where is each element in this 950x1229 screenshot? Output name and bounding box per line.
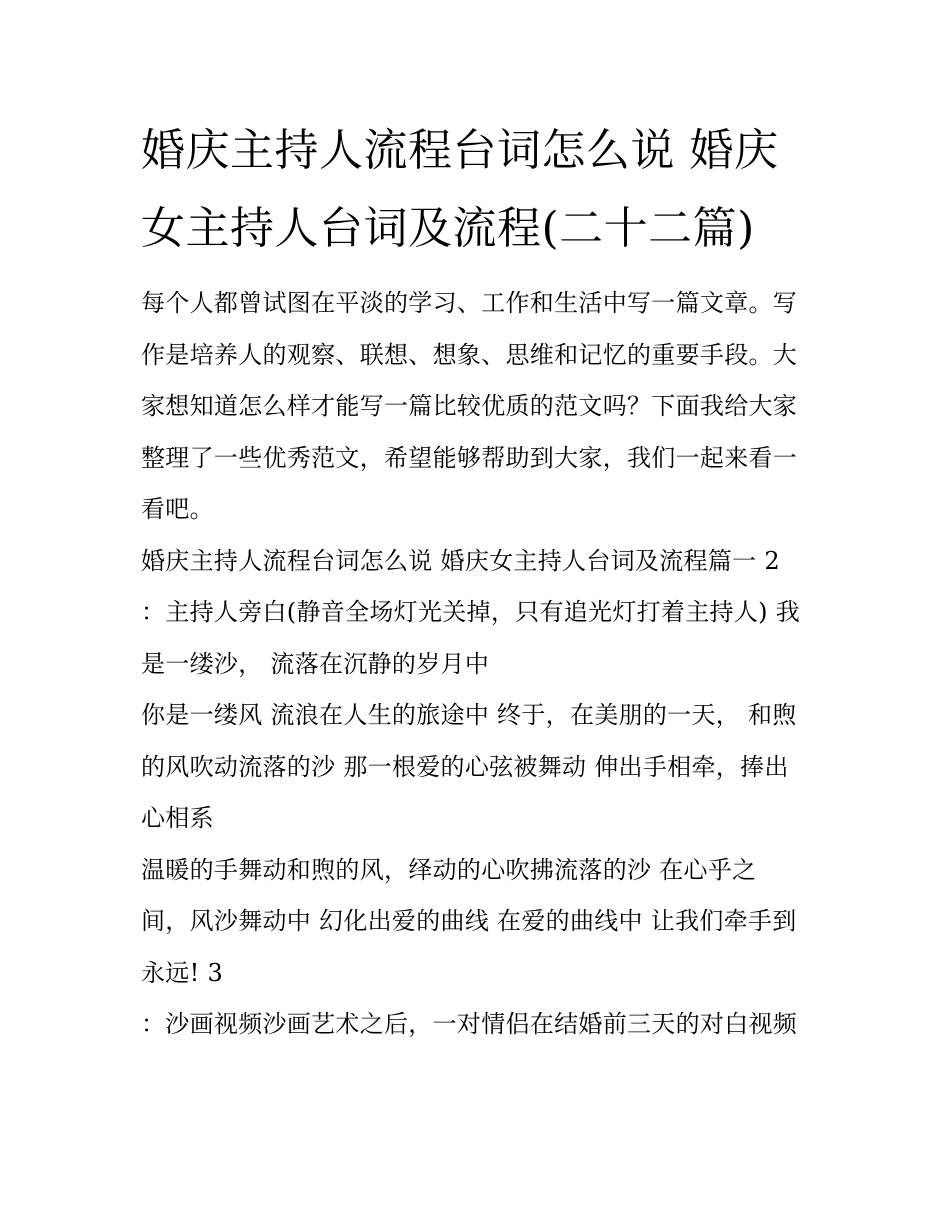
text-line: 每个人都曾试图在平淡的学习、工作和生活中写一篇文章。写 bbox=[141, 289, 798, 317]
text-line: 温暖的手舞动和煦的风，绎动的心吹拂流落的沙 在心乎之 bbox=[141, 855, 757, 884]
text-line: ：沙画视频沙画艺术之后，一对情侣在结婚前三天的对白视频 bbox=[141, 1010, 798, 1038]
document-title: 婚庆主持人流程台词怎么说 婚庆女主持人台词及流程(二十二篇) bbox=[141, 125, 779, 254]
text-line: 整理了一些优秀范文，希望能够帮助到大家，我们一起来看一 bbox=[141, 443, 798, 472]
text-line: 你是一缕风 流浪在人生的旅途中 终于，在美朋的一天， 和煦 bbox=[141, 701, 797, 729]
document-text bbox=[141, 278, 821, 1051]
text-line: 看吧。 bbox=[141, 495, 214, 523]
text-line: 心相系 bbox=[141, 804, 214, 832]
text-line: ：主持人旁白(静音全场灯光关掉，只有追光灯打着主持人) 我 bbox=[141, 598, 801, 626]
section-heading-line: 婚庆主持人流程台词怎么说 婚庆女主持人台词及流程篇一 2 bbox=[141, 546, 780, 575]
text-line: 间，风沙舞动中 幻化出爱的曲线 在爱的曲线中 让我们牵手到 bbox=[141, 907, 797, 935]
text-line: 家想知道怎么样才能写一篇比较优质的范文吗？下面我给大家 bbox=[141, 392, 798, 420]
text-line: 永远! 3 bbox=[141, 958, 224, 987]
text-line: 作是培养人的观察、联想、想象、思维和记忆的重要手段。大 bbox=[141, 340, 798, 369]
document-body bbox=[141, 112, 821, 1051]
text-line: 是一缕沙， 流落在沉静的岁月中 bbox=[141, 649, 490, 678]
text-line: 的风吹动流落的沙 那一根爱的心弦被舞动 伸出手相牵，捧出 bbox=[141, 752, 789, 781]
